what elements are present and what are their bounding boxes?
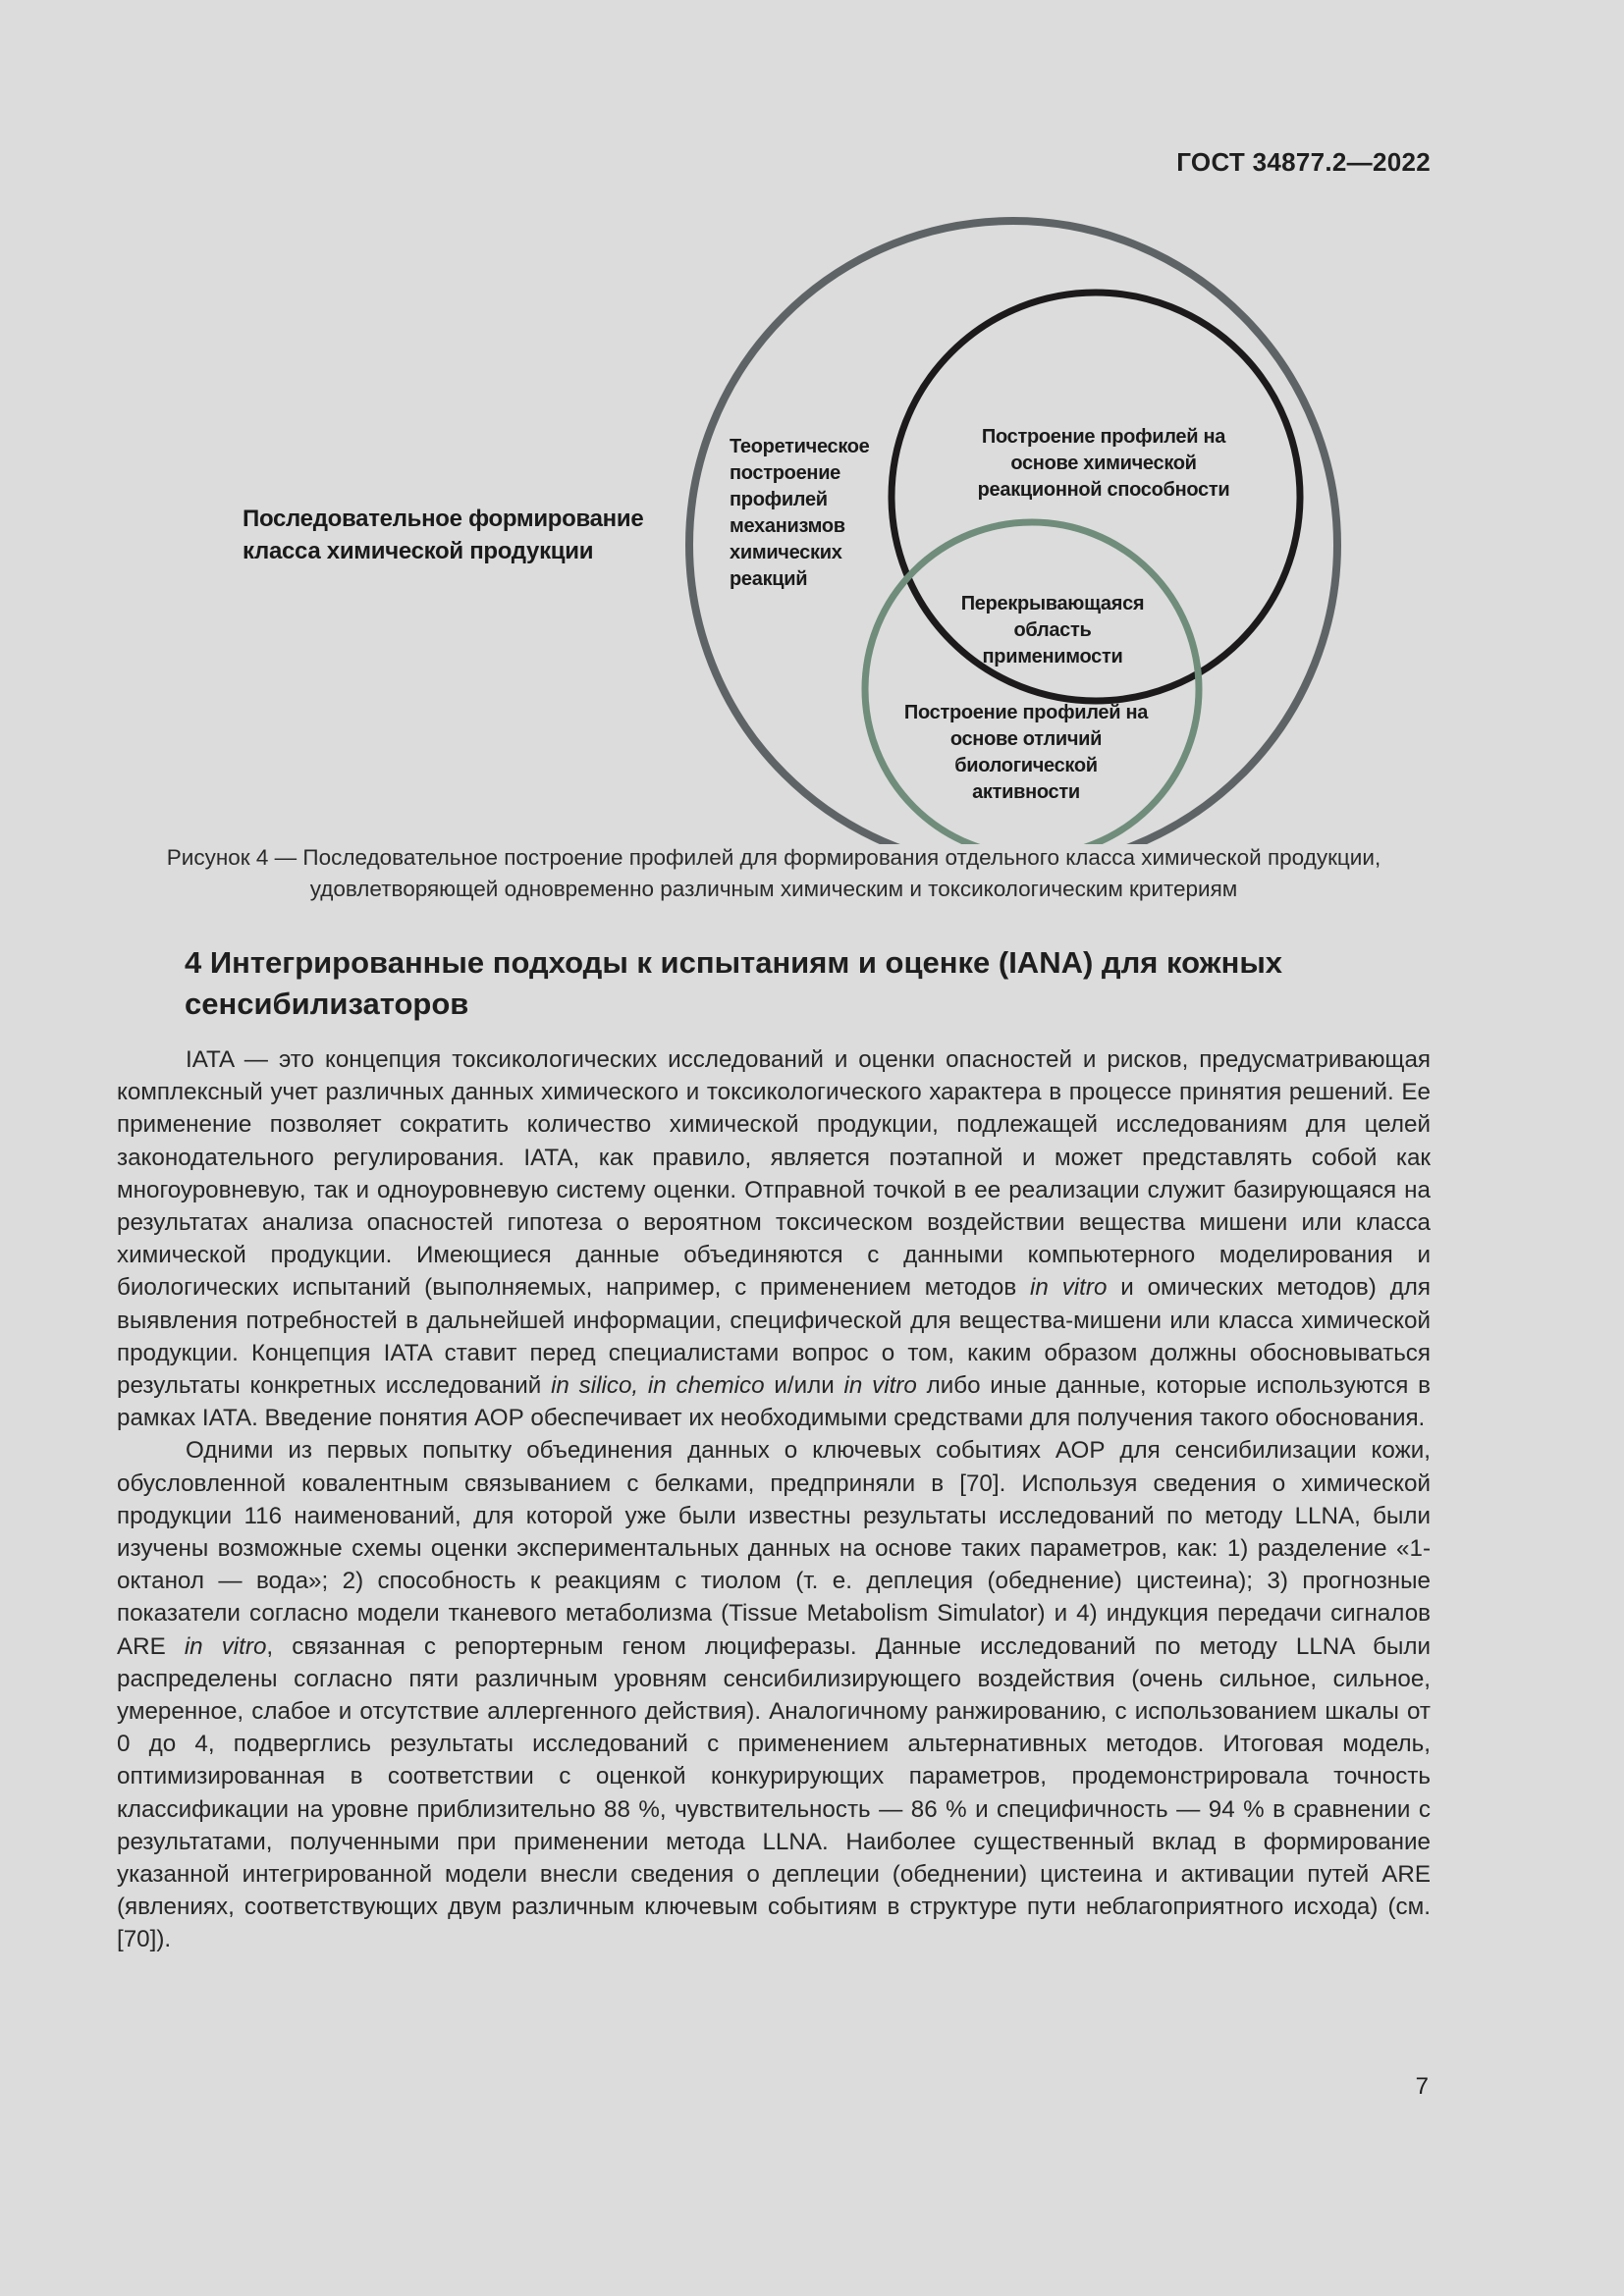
- paragraph: [117, 1043, 1431, 1434]
- section-body: [117, 1043, 1431, 1956]
- label-overlap: Перекрывающаяся область применимости: [960, 593, 1145, 667]
- figure-caption: Рисунок 4 — Последовательное построение профилей для формирования отдельного класса химической продукции, удовлетворяющей одновременно различным химическим и токсикологическим критериям: [166, 845, 1381, 901]
- label-theoretical: Теоретическое построение профилей механизмов химических реакций: [730, 436, 870, 590]
- text-run: либо иные данные, которые используются в рамках IATA. Введение понятия АОР обеспечивает их необходимыми средствами для получения такого обоснования.: [117, 1372, 1431, 1432]
- text-run: и/или: [764, 1372, 844, 1400]
- text-run: Одними из первых попытку объединения данных о ключевых событиях АОР для сенсибилизации кожи, обусловленной ковалентным связыванием с белками, предприняли в [70]. Используя сведения о химической продукции 116 наименований, для которой уже были известны результаты исследований по методу LLNA, были изучены возможные схемы оценки экспериментальных данных на основе таких параметров, как: 1) разделение «1-октанол — вода»; 2) способность к реакциям с тиолом (т. е. деплеция (обеднение) цистеина); 3) прогнозные показатели согласно модели тканевого метаболизма (Tissue Metabolism Simulator) и 4) индукция передачи сигналов ARE: [117, 1437, 1431, 1660]
- text-run: , связанная с репортерным геном люциферазы. Данные исследований по методу LLNA были распределены согласно пяти различным уровням сенсибилизирующего воздействия (очень сильное, сильное, умеренное, слабое и отсутствие аллергенного действия). Аналогичному ранжированию, с использованием шкалы от 0 до 4, подверглись результаты исследований с применением альтернативных методов. Итоговая модель, оптимизированная в соответствии с оценкой конкурирующих параметров, продемонстрировала точность классификации на уровне приблизительно 88 %, чувствительность — 86 % и специфичность — 94 % в сравнении с результатами, полученными при применении метода LLNA. Наиболее существенный вклад в формирование указанной интегрированной модели внесли сведения о деплеции (обеднении) цистеина и активации путей ARE (явлениях, соответствующих двум различным ключевым событиям в структуре пути неблагоприятного исхода) (см. [70]).: [117, 1632, 1431, 1953]
- left-label: Последовательное формирование класса химической продукции: [243, 506, 644, 564]
- venn-diagram-figure: [0, 0, 1624, 844]
- italic-term: in vitro: [843, 1372, 917, 1400]
- page-number: 7: [1415, 2073, 1429, 2100]
- document-code: ГОСТ 34877.2—2022: [1176, 147, 1431, 177]
- italic-term: in vitro: [1030, 1274, 1108, 1302]
- italic-term: in silico, in chemico: [551, 1372, 765, 1400]
- label-reactivity: Построение профилей на основе химической реакционной способности: [977, 426, 1230, 501]
- italic-term: in vitro: [184, 1632, 267, 1660]
- venn-diagram: [0, 0, 1624, 844]
- paragraph: [117, 1434, 1431, 1955]
- label-biological: Построение профилей на основе отличий биологической активности: [903, 702, 1149, 803]
- text-run: IATA — это концепция токсикологических исследований и оценки опасностей и рисков, предусматривающая комплексный учет различных данных химического и токсикологического характера в процессе принятия решений. Ее применение позволяет сократить количество химической продукции, подлежащей исследованиям для целей законодательного регулирования. IATA, как правило, является поэтапной и может представлять собой как многоуровневую, так и одноуровневую систему оценки. Отправной точкой в ее реализации служит базирующаяся на результатах анализа опасностей гипотеза о вероятном токсическом воздействии вещества мишени или класса химической продукции. Имеющиеся данные объединяются с данными компьютерного моделирования и биологических испытаний (выполняемых, например, с применением методов: [117, 1046, 1431, 1302]
- section-heading: 4 Интегрированные подходы к испытаниям и оценке (IANA) для кожных сенсибилизаторов: [185, 945, 1283, 1021]
- text-run: и омических методов) для выявления потребностей в дальнейшей информации, специфической для вещества-мишени или класса химической продукции. Концепция IATA ставит перед специалистами вопрос о том, каким образом должны обосновываться результаты конкретных исследований: [117, 1274, 1431, 1400]
